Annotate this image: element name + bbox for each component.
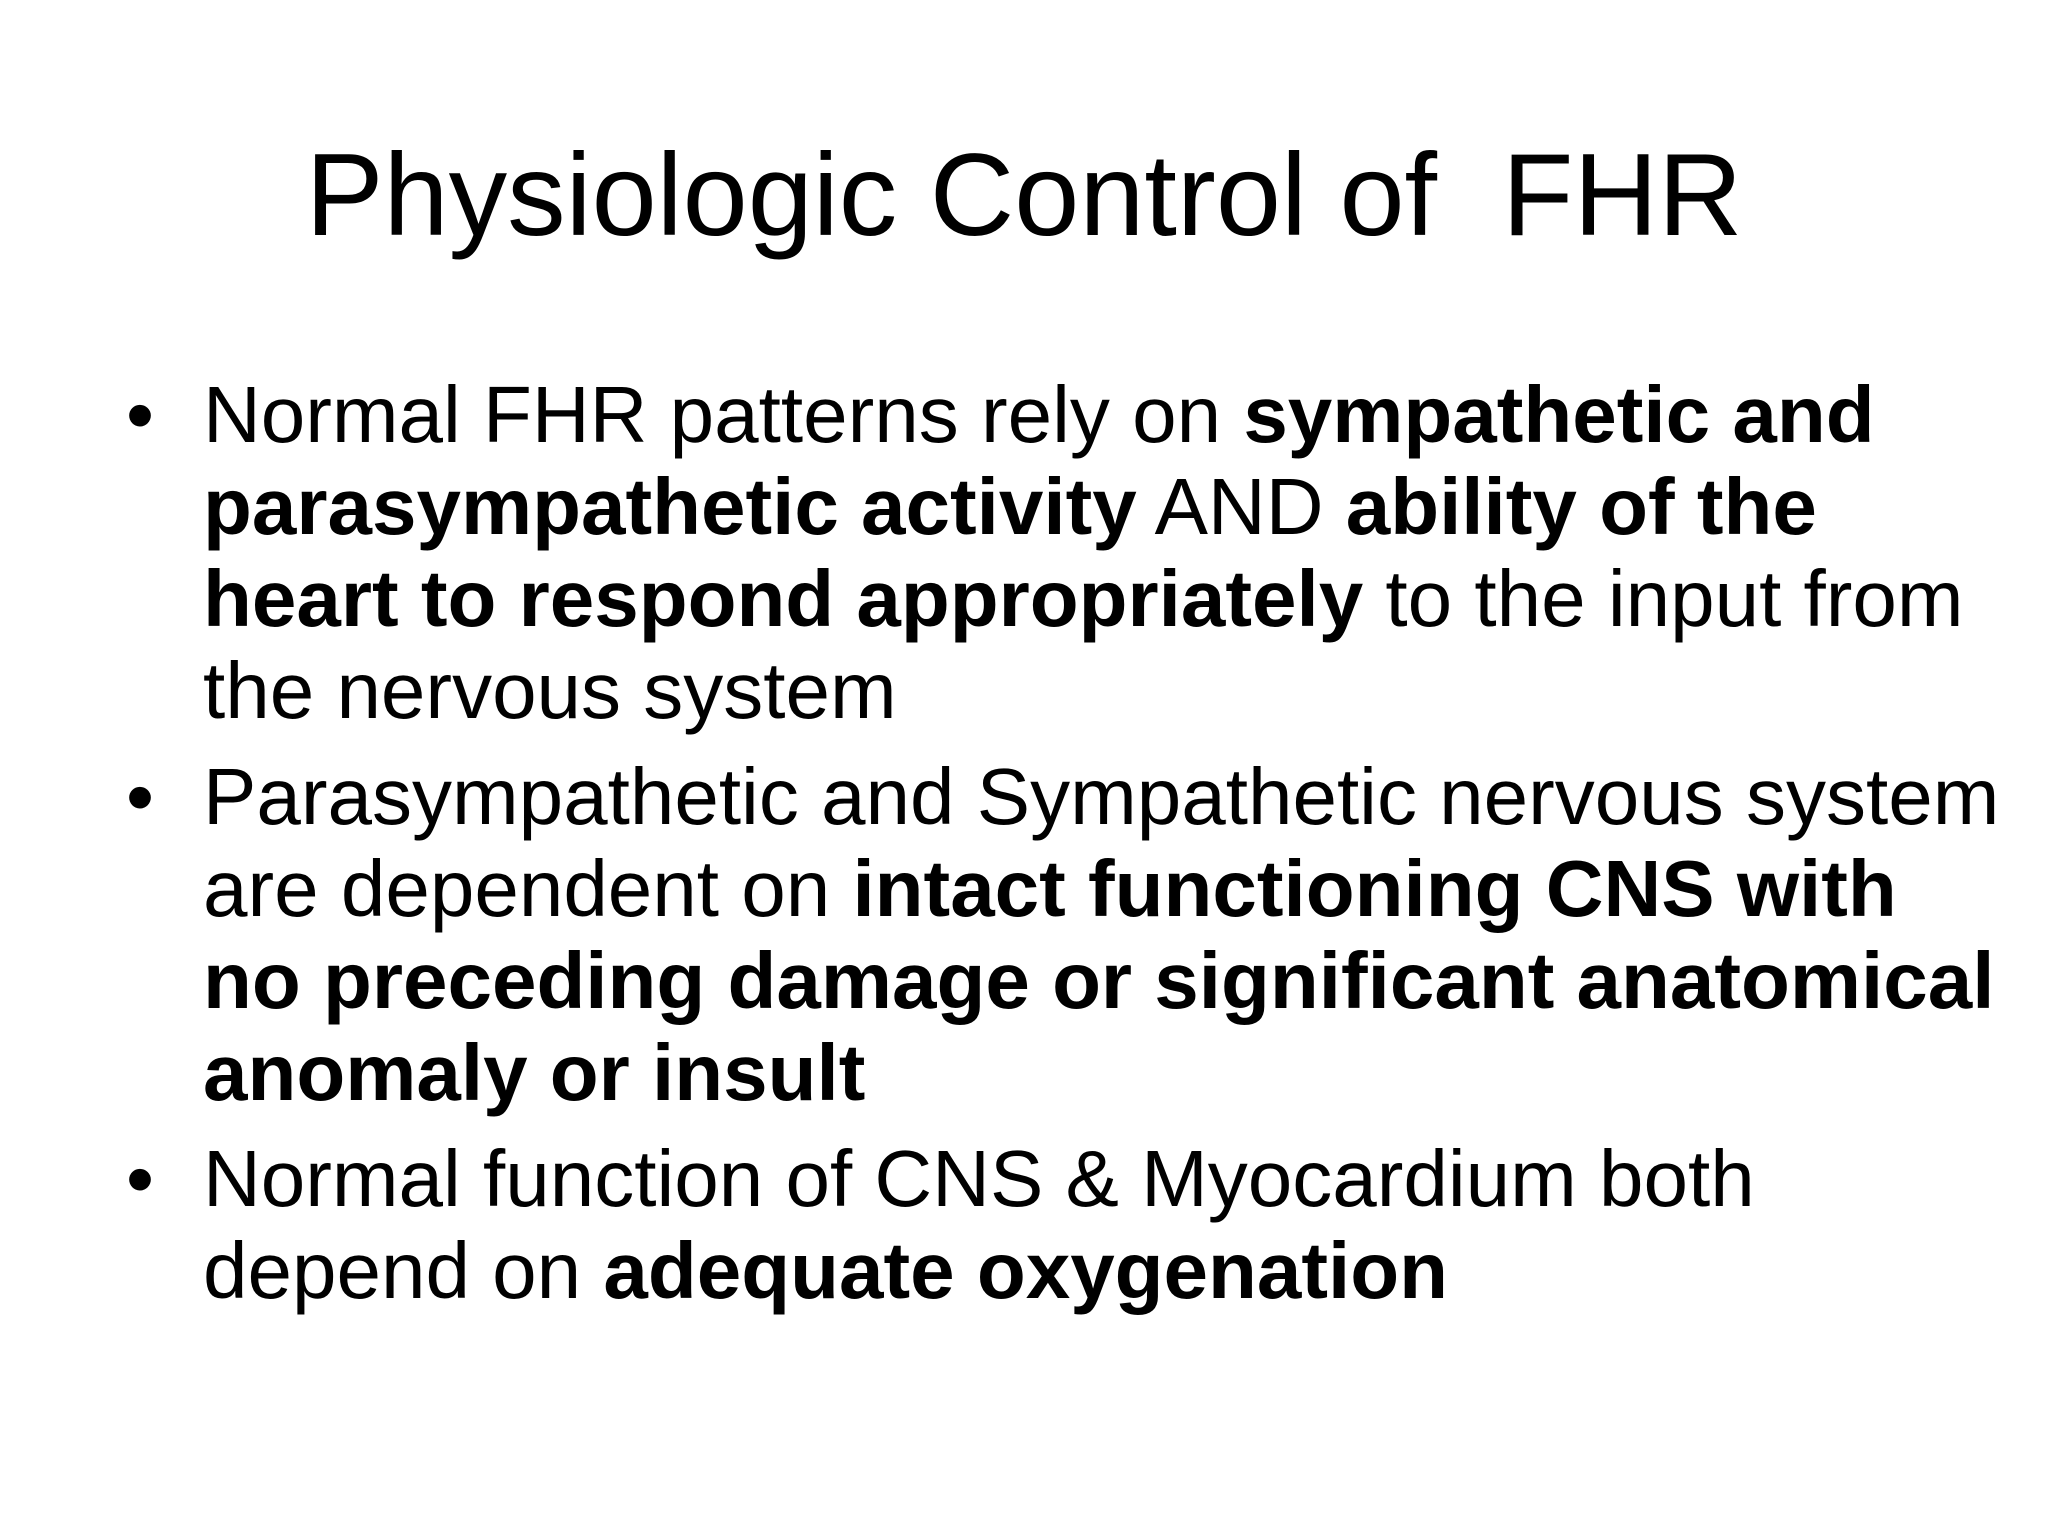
- bullet-text: [203, 369, 2008, 737]
- bullet-item: [118, 1133, 2008, 1317]
- text-segment: Normal FHR patterns rely on: [203, 370, 1244, 459]
- bullet-marker: •: [126, 370, 155, 459]
- bullet-text: [203, 1133, 2008, 1317]
- bold-text-segment: sympathetic and parasympathetic activity: [203, 370, 1875, 551]
- text-segment: Parasympathetic and Sympathetic nervous system are dependent on: [203, 752, 2000, 933]
- bullet-text: [203, 751, 2008, 1119]
- bold-text-segment: ability of the heart to respond appropriately: [203, 462, 1817, 643]
- bullet-list: [118, 369, 2008, 1331]
- text-segment: Normal function of CNS & Myocardium both depend on: [203, 1134, 1755, 1315]
- bullet-item: [118, 751, 2008, 1119]
- slide-title: Physiologic Control of FHR: [305, 129, 1743, 260]
- bullet-marker: •: [126, 752, 155, 841]
- bullet-item: [118, 369, 2008, 737]
- text-segment: AND: [1136, 462, 1346, 551]
- bold-text-segment: intact functioning CNS with no preceding damage or significant anatomical anomaly or insult: [203, 844, 1995, 1117]
- bold-text-segment: adequate oxygenation: [603, 1226, 1448, 1315]
- bullet-marker: •: [126, 1134, 155, 1223]
- text-segment: to the input from the nervous system: [203, 554, 1964, 735]
